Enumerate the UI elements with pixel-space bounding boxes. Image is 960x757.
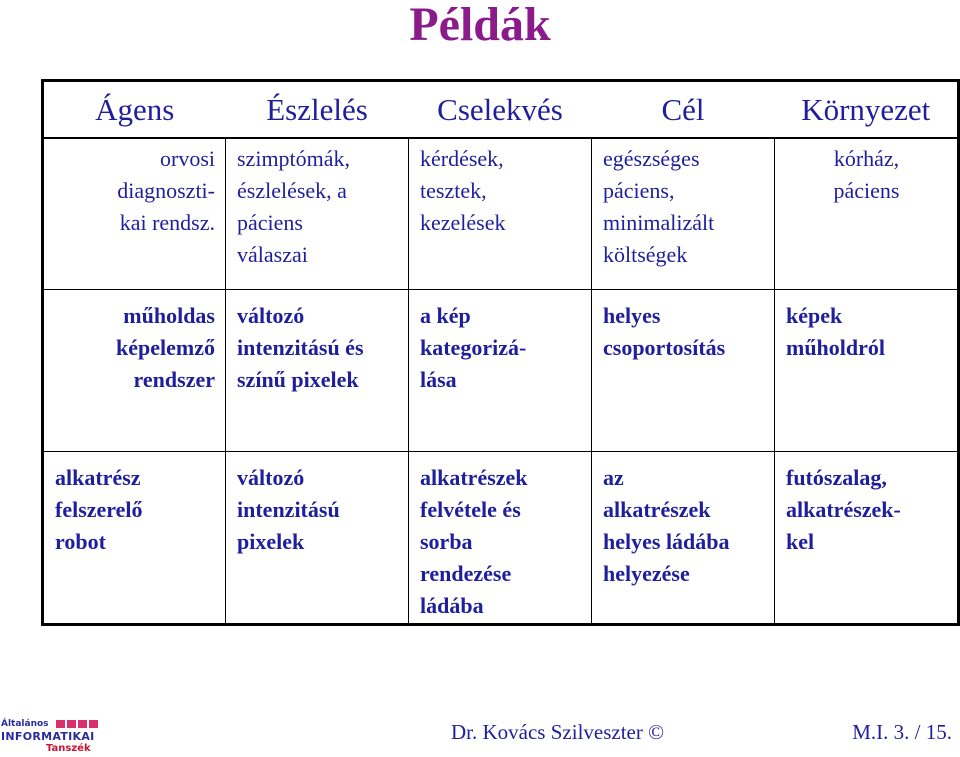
header-cel: Cél (592, 81, 775, 139)
logo-line2: INFORMATIKAI (1, 730, 95, 743)
table-cell: alkatrész felszerelő robot (43, 451, 226, 624)
table-cell: orvosi diagnoszti- kai rendsz. (43, 138, 226, 289)
header-eszleles: Észlelés (226, 81, 409, 139)
table-cell: kérdések, tesztek, kezelések (409, 138, 592, 289)
table-cell: futószalag, alkatrészek- kel (775, 451, 959, 624)
table-cell: alkatrészek felvétele és sorba rendezése ládába (409, 451, 592, 624)
examples-table (41, 79, 960, 626)
department-logo (0, 718, 110, 756)
table-cell: műholdas képelemző rendszer (43, 289, 226, 451)
header-agens: Ágens (43, 81, 226, 139)
slide-title: Példák (409, 0, 551, 51)
table-row (43, 451, 959, 624)
table-row (43, 138, 959, 289)
table-row (43, 289, 959, 451)
table-cell: szimptómák, észlelések, a páciens válaszai (226, 138, 409, 289)
table-cell: az alkatrészek helyes ládába helyezése (592, 451, 775, 624)
footer-author: Dr. Kovács Szilveszter © (451, 720, 665, 744)
table-cell: egészséges páciens, minimalizált költségek (592, 138, 775, 289)
table-cell: változó intenzitású pixelek (226, 451, 409, 624)
table-cell: helyes csoportosítás (592, 289, 775, 451)
logo-line3: Tanszék (46, 743, 91, 754)
footer-page-number: M.I. 3. / 15. (852, 720, 952, 744)
header-row (43, 81, 959, 139)
table-cell: képek műholdról (775, 289, 959, 451)
table-cell: változó intenzitású és színű pixelek (226, 289, 409, 451)
logo-line1: Általános (1, 719, 49, 729)
header-cselekves: Cselekvés (409, 81, 592, 139)
header-kornyezet: Környezet (775, 81, 959, 139)
table-cell: kórház, páciens (775, 138, 959, 289)
table-cell: a kép kategorizá- lása (409, 289, 592, 451)
